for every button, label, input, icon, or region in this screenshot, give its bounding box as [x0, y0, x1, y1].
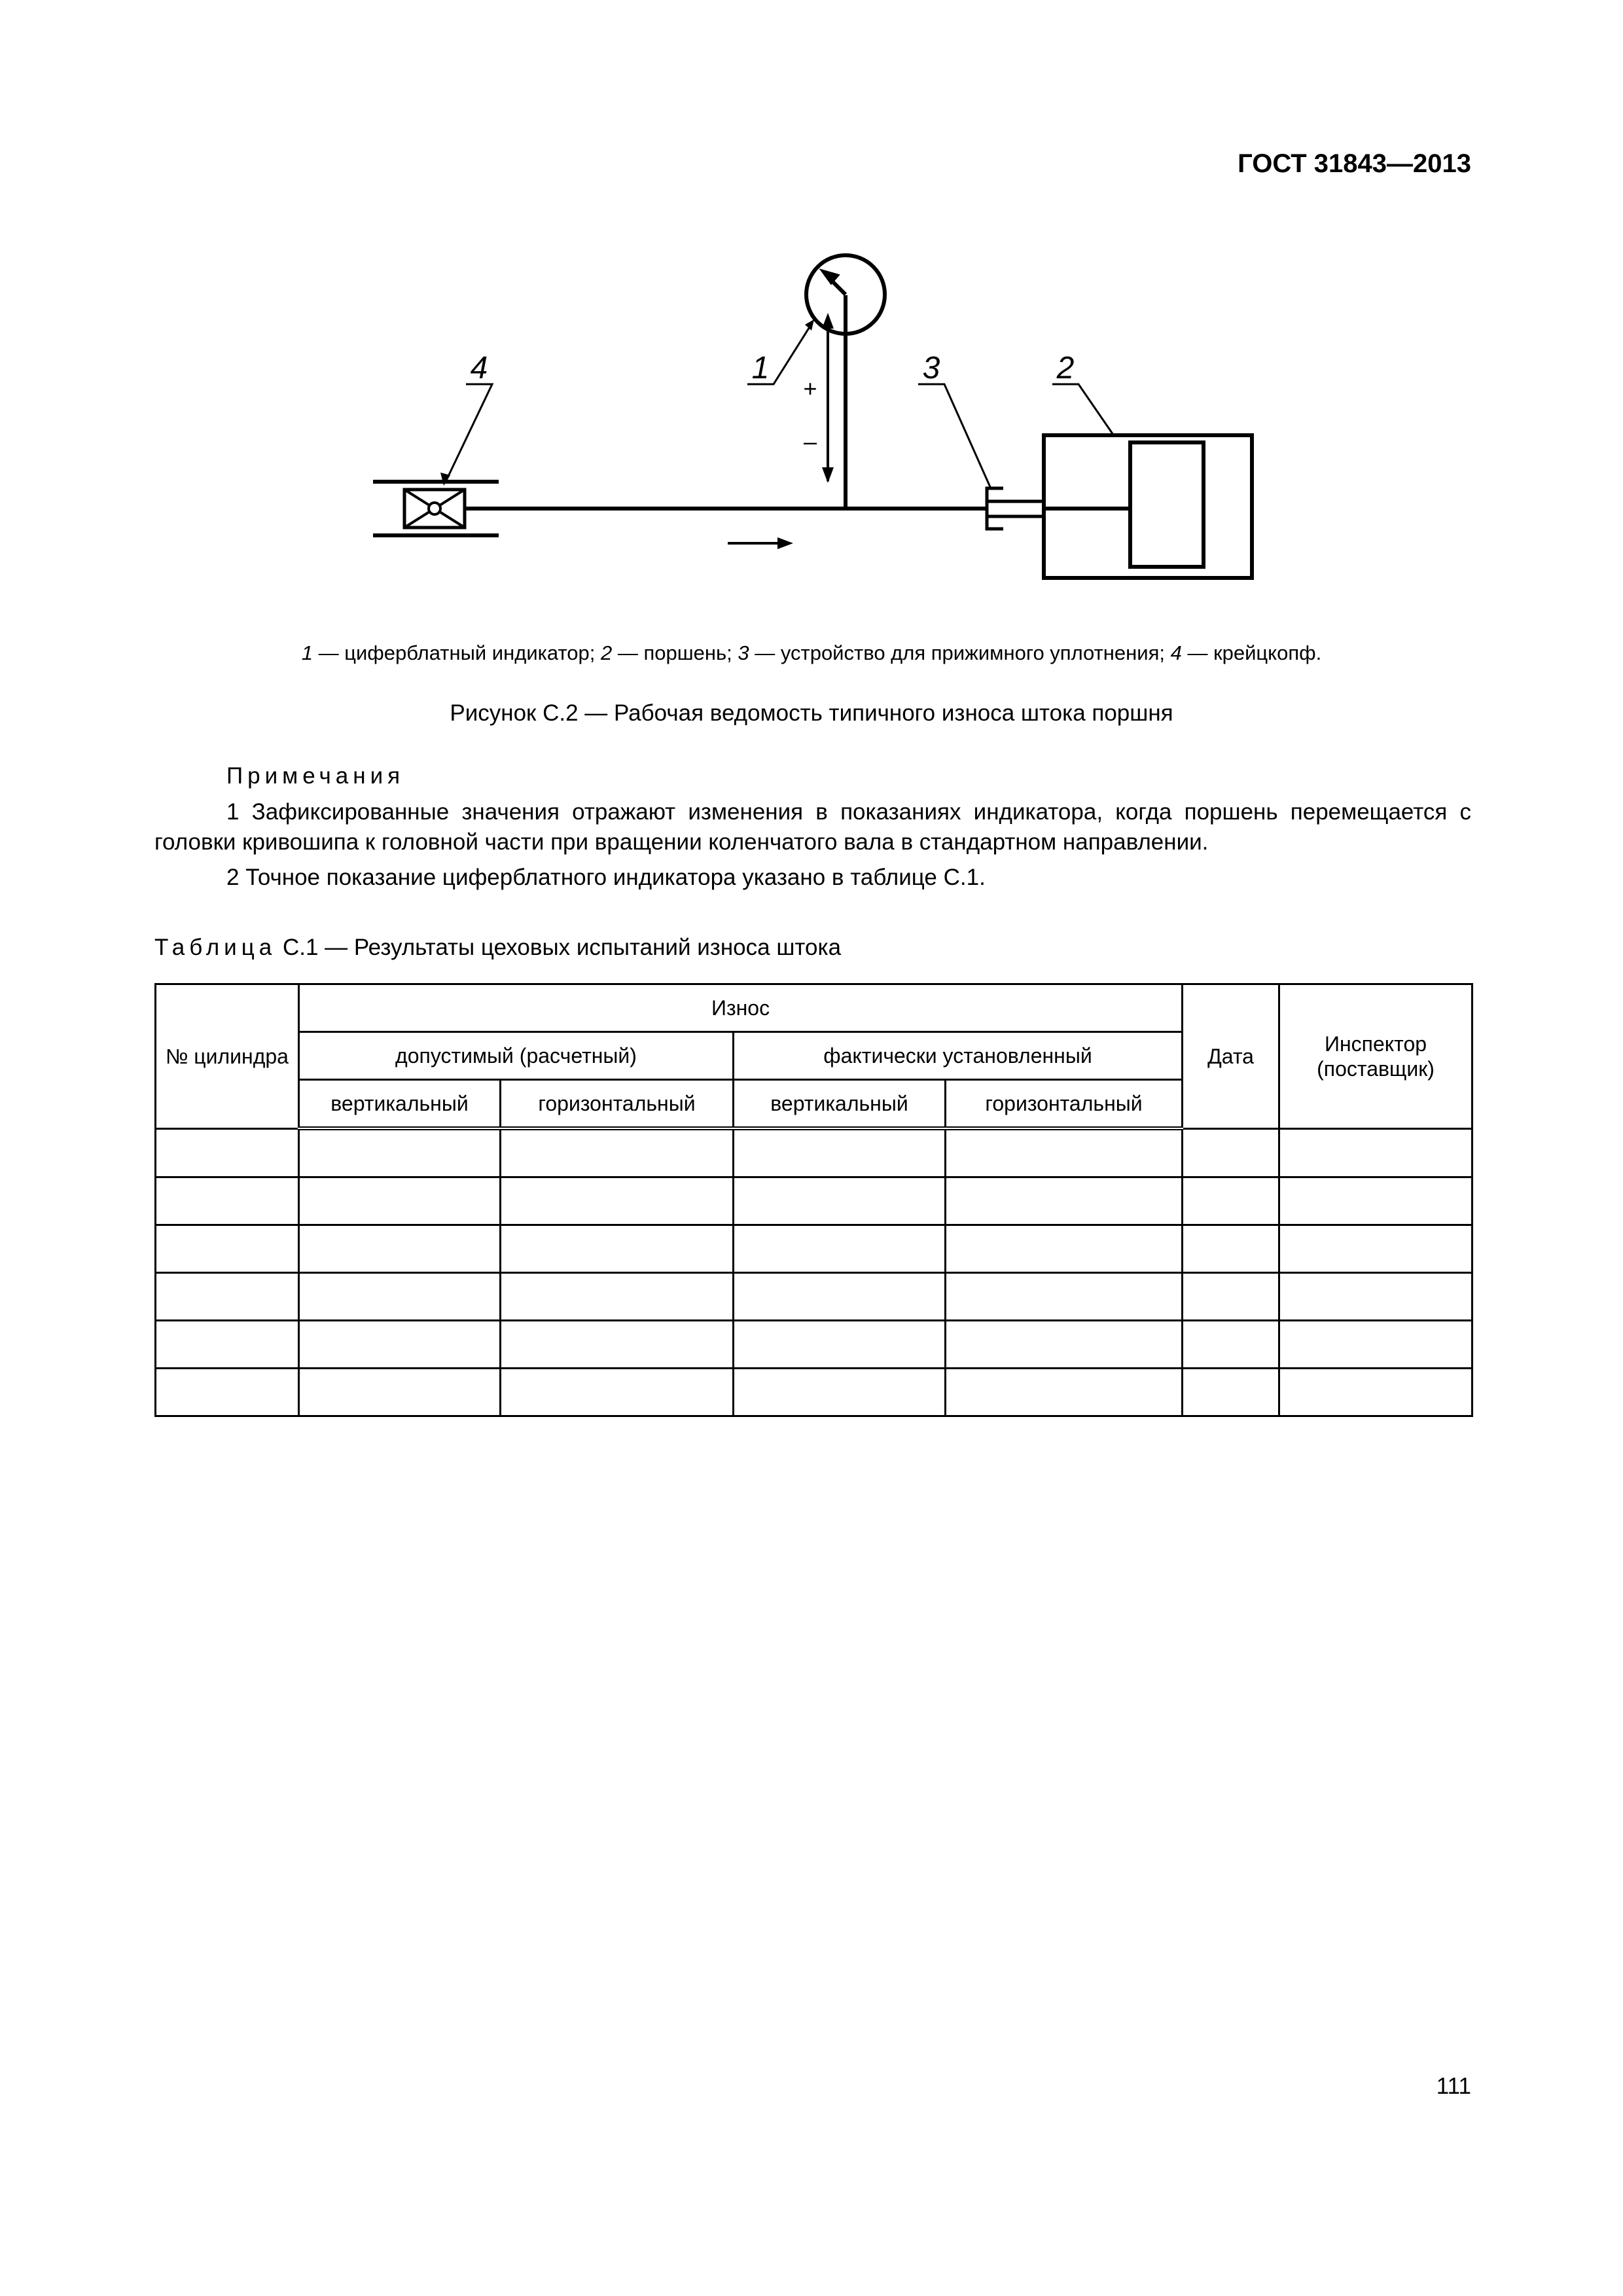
callout-leaders: [445, 319, 1115, 487]
page-number: 111: [1436, 2073, 1471, 2099]
table-cell: [946, 1369, 1183, 1416]
table-cell: [1183, 1321, 1279, 1369]
table-cell: [156, 1225, 299, 1273]
header-inspector: Инспектор (поставщик): [1279, 984, 1472, 1129]
table-cell: [734, 1273, 946, 1321]
figure-legend: [0, 641, 1623, 665]
table-cell: [946, 1225, 1183, 1273]
callout-4: 4: [470, 351, 488, 386]
legend-text-1: — циферблатный индикатор;: [312, 641, 601, 664]
legend-num-2: 2: [601, 641, 613, 664]
table-cell: [734, 1225, 946, 1273]
legend-num-1: 1: [301, 641, 313, 664]
table-cell: [501, 1128, 734, 1177]
table-row: [156, 1321, 1472, 1369]
plus-sign: +: [803, 375, 817, 402]
table-cell: [734, 1321, 946, 1369]
table-cell: [299, 1273, 501, 1321]
table-cell: [156, 1273, 299, 1321]
table-cell: [1183, 1177, 1279, 1225]
header-actual-vertical: вертикальный: [734, 1080, 946, 1129]
table-cell: [946, 1273, 1183, 1321]
table-cell: [946, 1177, 1183, 1225]
table-cell: [734, 1369, 946, 1416]
table-title-text: С.1 — Результаты цеховых испытаний износа штока: [276, 935, 842, 960]
motion-arrow: [728, 537, 793, 549]
table-cell: [501, 1321, 734, 1369]
document-code: ГОСТ 31843—2013: [1238, 149, 1471, 178]
table-cell: [1279, 1321, 1472, 1369]
legend-text-3: — устройство для прижимного уплотнения;: [749, 641, 1171, 664]
table-cell: [1279, 1273, 1472, 1321]
header-wear: Износ: [299, 984, 1183, 1032]
table-cell: [156, 1369, 299, 1416]
note-1: 1 Зафиксированные значения отражают изменения в показаниях индикатора, когда поршень перемещается с головки кривошипа к головной части при вращении коленчатого вала в стандартном направлении.: [154, 799, 1471, 855]
displacement-arrow: [822, 313, 834, 483]
table-cell: [1183, 1225, 1279, 1273]
cylinder: [1044, 435, 1252, 578]
table-cell: [1279, 1128, 1472, 1177]
piston-rod-wear-diagram: [0, 0, 1623, 628]
table-cell: [1183, 1369, 1279, 1416]
header-date: Дата: [1183, 984, 1279, 1129]
header-actual-horizontal: горизонтальный: [946, 1080, 1183, 1129]
note-2: 2 Точное показание циферблатного индикатора указано в таблице С.1.: [226, 865, 986, 890]
notes-heading: Примечания: [226, 763, 405, 789]
table-cell: [946, 1128, 1183, 1177]
table-row: [156, 1369, 1472, 1416]
header-cylinder: № цилиндра: [156, 984, 299, 1129]
table-cell: [299, 1369, 501, 1416]
table-cell: [156, 1177, 299, 1225]
callout-2: 2: [1056, 351, 1075, 386]
table-cell: [946, 1321, 1183, 1369]
dial-indicator: [803, 255, 885, 509]
table-cell: [1279, 1369, 1472, 1416]
packing-gland: [987, 488, 1044, 529]
figure-caption: Рисунок С.2 — Рабочая ведомость типичного износа штока поршня: [450, 700, 1173, 726]
table-cell: [156, 1128, 299, 1177]
table-cell: [1183, 1273, 1279, 1321]
table-cell: [299, 1128, 501, 1177]
legend-num-4: 4: [1170, 641, 1182, 664]
table-row: [156, 1273, 1472, 1321]
callout-1: 1: [751, 351, 770, 386]
table-cell: [299, 1321, 501, 1369]
wear-results-table: [154, 983, 1473, 1417]
table-cell: [299, 1225, 501, 1273]
table-title-label: Таблица: [154, 935, 277, 960]
table-cell: [299, 1177, 501, 1225]
table-row: [156, 1177, 1472, 1225]
table-cell: [734, 1177, 946, 1225]
legend-text-2: — поршень;: [612, 641, 738, 664]
legend-text-4: — крейцкопф.: [1181, 641, 1322, 664]
callout-3: 3: [922, 351, 940, 386]
table-cell: [501, 1369, 734, 1416]
table-cell: [1183, 1128, 1279, 1177]
table-cell: [501, 1177, 734, 1225]
table-title: [154, 935, 841, 961]
minus-sign: –: [803, 428, 817, 455]
header-allowed-vertical: вертикальный: [299, 1080, 501, 1129]
table-cell: [1279, 1225, 1472, 1273]
table-cell: [1279, 1177, 1472, 1225]
table-body: [156, 1128, 1472, 1416]
legend-num-3: 3: [738, 641, 749, 664]
table-row: [156, 1225, 1472, 1273]
table-cell: [501, 1225, 734, 1273]
header-allowed: допустимый (расчетный): [299, 1032, 734, 1080]
table-cell: [734, 1128, 946, 1177]
table-cell: [501, 1273, 734, 1321]
table-row: [156, 1128, 1472, 1177]
table-cell: [156, 1321, 299, 1369]
header-allowed-horizontal: горизонтальный: [501, 1080, 734, 1129]
header-actual: фактически установленный: [734, 1032, 1183, 1080]
